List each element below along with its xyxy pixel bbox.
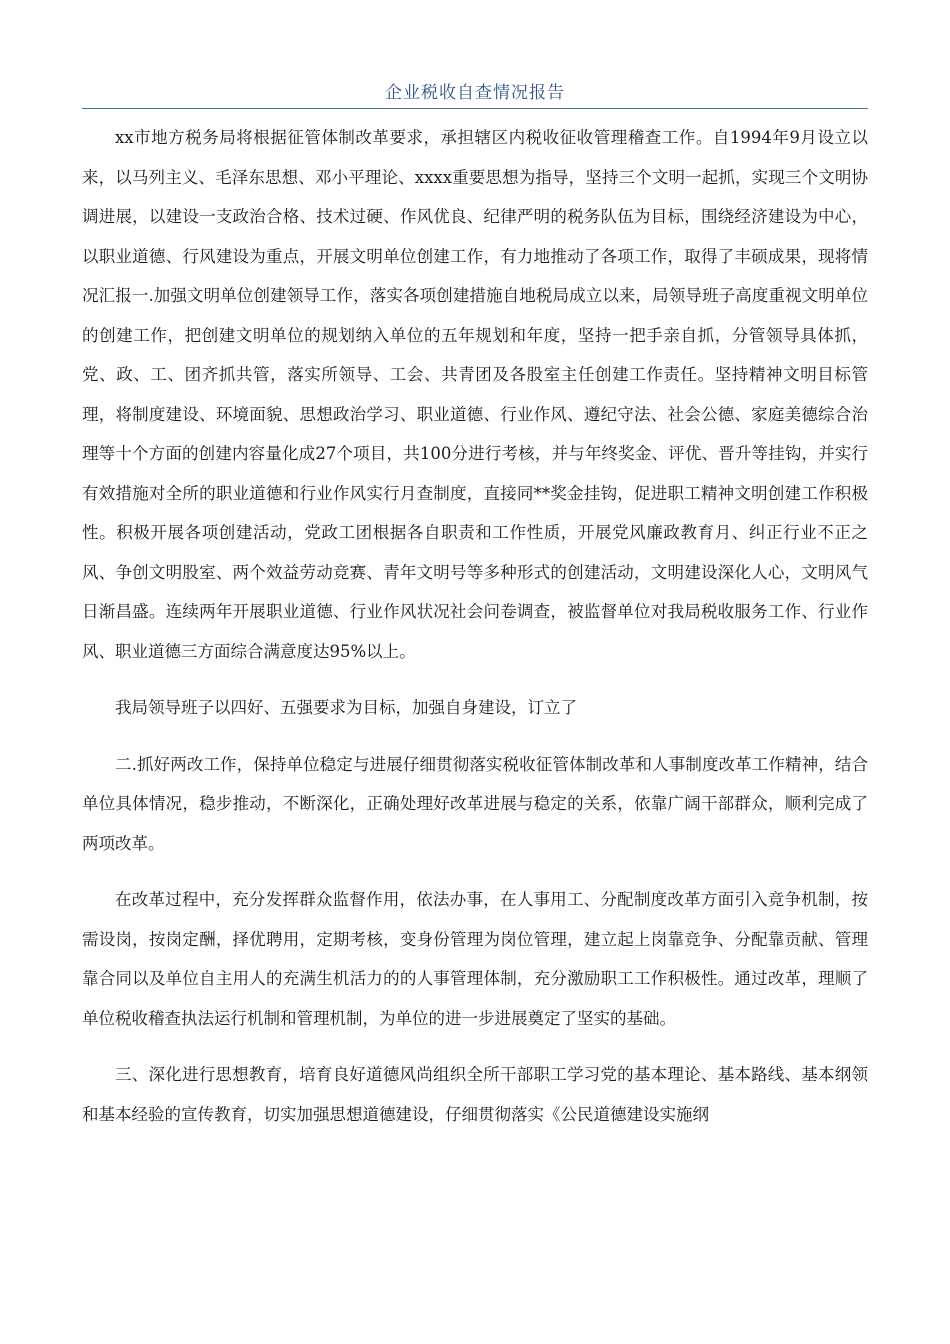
paragraph-3: 二.抓好两改工作，保持单位稳定与进展仔细贯彻落实税收征管体制改革和人事制度改革工作精神，结合单位具体情况，稳步推动，不断深化，正确处理好改革进展与稳定的关系，依靠广阔干部群众，顺利完成了两项改革。 — [82, 754, 868, 853]
page-header — [82, 78, 868, 109]
document-body — [82, 118, 868, 1151]
paragraph-1: xx市地方税务局将根据征管体制改革要求，承担辖区内税收征收管理稽查工作。自1994年9月设立以来，以马列主义、毛泽东思想、邓小平理论、xxxx重要思想为指导，坚持三个文明一起抓，实现三个文明协调进展，以建设一支政治合格、技术过硬、作风优良、纪律严明的税务队伍为目标，围绕经济建设为中心，以职业道德、行风建设为重点，开展文明单位创建工作，有力地推动了各项工作，取得了丰硕成果，现将情况汇报一.加强文明单位创建领导工作，落实各项创建措施自地税局成立以来，局领导班子高度重视文明单位的创建工作，把创建文明单位的规划纳入单位的五年规划和年度，坚持一把手亲自抓，分管领导具体抓，党、政、工、团齐抓共管，落实所领导、工会、共青团及各股室主任创建工作责任。坚持精神文明目标管理，将制度建设、环境面貌、思想政治学习、职业道德、行业作风、遵纪守法、社会公德、家庭美德综合治理等十个方面的创建内容量化成27个项目，共100分进行考核，并与年终奖金、评优、晋升等挂钩，并实行有效措施对全所的职业道德和行业作风实行月查制度，直接同**奖金挂钩，促进职工精神文明创建工作积极性。积极开展各项创建活动，党政工团根据各自职责和工作性质，开展党风廉政教育月、纠正行业不正之风、争创文明股室、两个效益劳动竞赛、青年文明号等多种形式的创建活动，文明建设深化人心，文明风气日渐昌盛。连续两年开展职业道德、行业作风状况社会问卷调查，被监督单位对我局税收服务工作、行业作风、职业道德三方面综合满意度达95%以上。 — [82, 128, 868, 661]
document-title: 企业税收自查情况报告 — [385, 83, 565, 103]
paragraph-4: 在改革过程中，充分发挥群众监督作用，依法办事，在人事用工、分配制度改革方面引入竞争机制，按需设岗，按岗定酬，择优聘用，定期考核，变身份管理为岗位管理，建立起上岗靠竞争、分配靠贡献、管理靠合同以及单位自主用人的充满生机活力的的人事管理体制，充分激励职工工作积极性。通过改革，理顺了单位税收稽查执法运行机制和管理机制，为单位的进一步进展奠定了坚实的基础。 — [82, 890, 868, 1028]
paragraph-5: 三、深化进行思想教育，培育良好道德风尚组织全所干部职工学习党的基本理论、基本路线、基本纲领和基本经验的宣传教育，切实加强思想道德建设，仔细贯彻落实《公民道德建设实施纲 — [82, 1065, 868, 1124]
paragraph-2: 我局领导班子以四好、五强要求为目标，加强自身建设，订立了 — [115, 698, 577, 717]
